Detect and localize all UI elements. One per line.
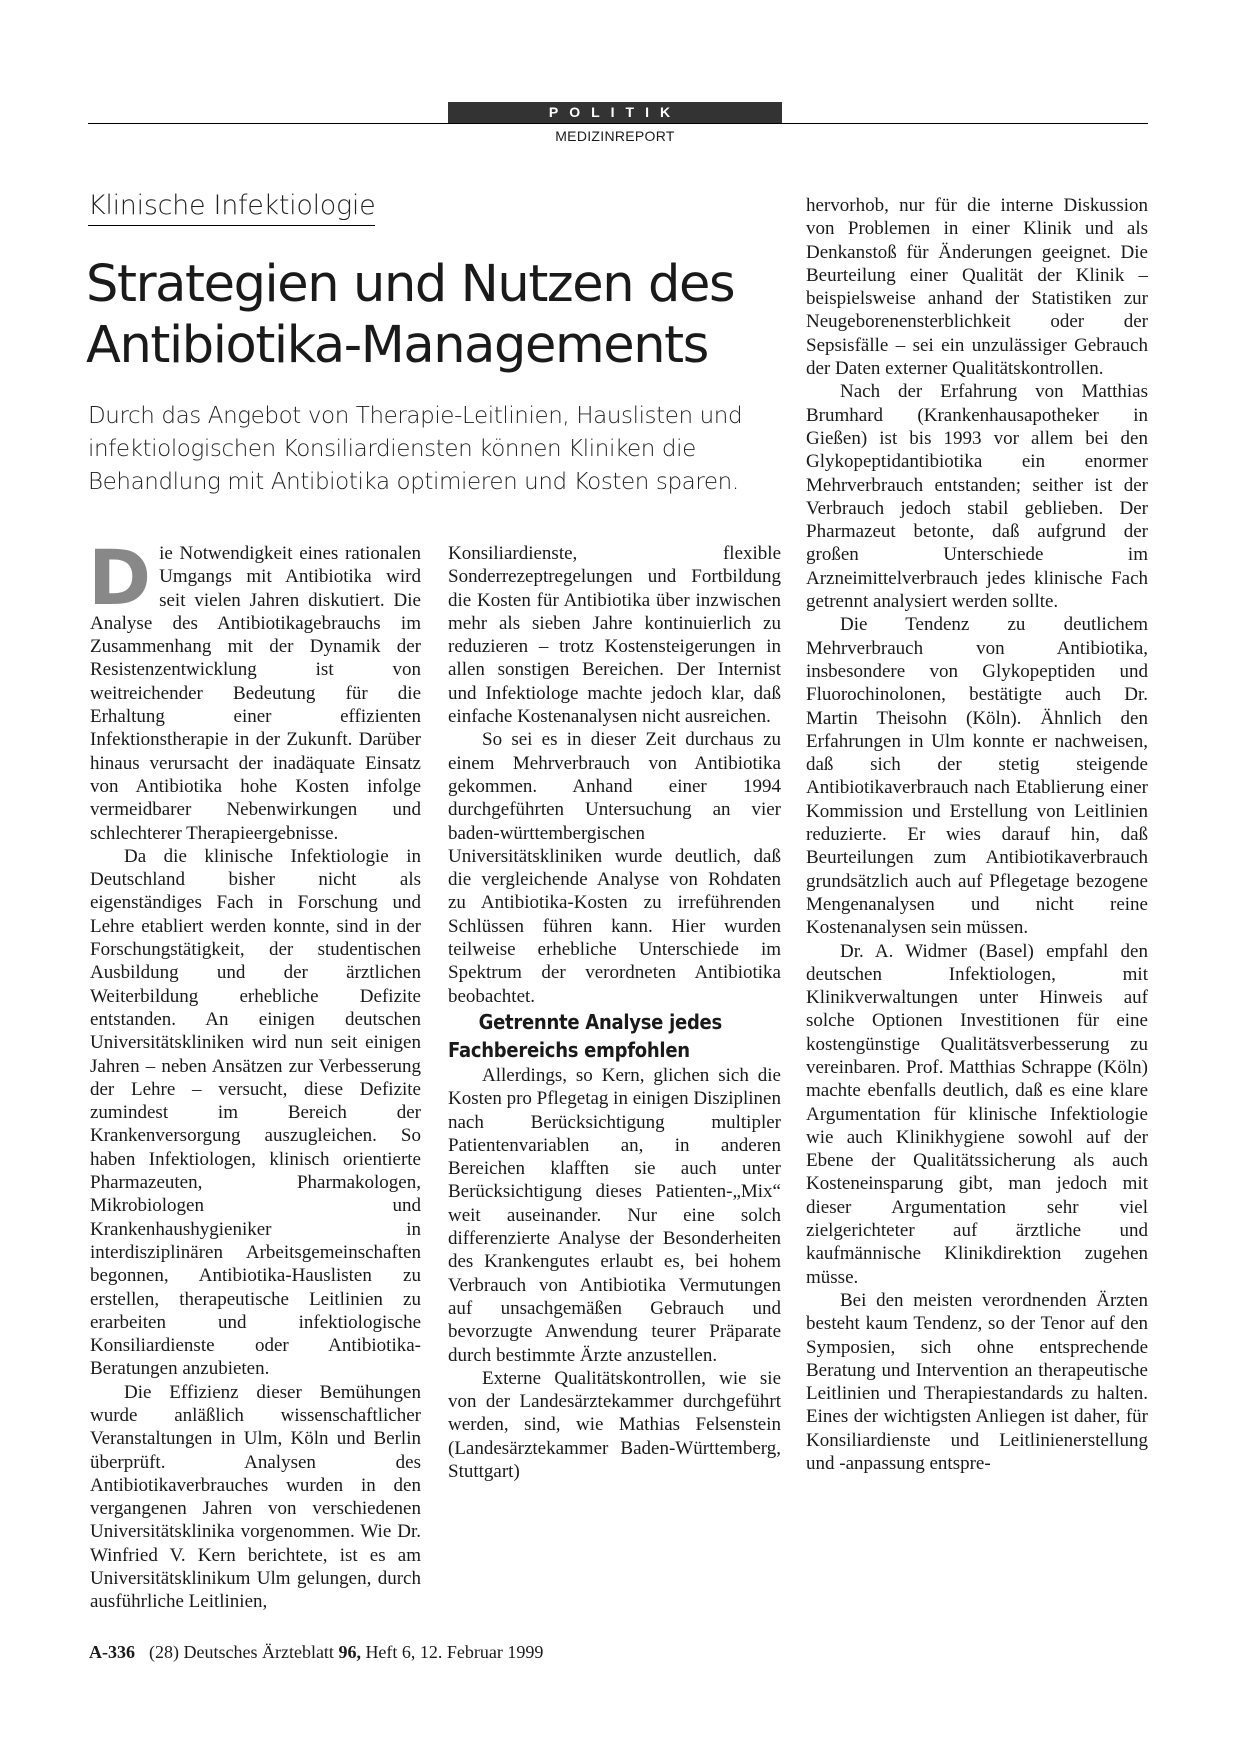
issue-date: Heft 6, 12. Februar 1999 (365, 1642, 544, 1662)
article-lead: Durch das Angebot von Therapie-Leitlinien, Hauslisten und infektiologischen Konsiliardiensten können Kliniken die Behandlung mit Antibiotika optimieren und Kosten sparen. (88, 403, 743, 495)
paragraph: Die Tendenz zu deutlichem Mehrverbrauch von Antibiotika, insbesondere von Glykopeptiden und Fluorochinolonen, bestätigte auch Dr. Martin Theisohn (Köln). Ähnlich den Erfahrungen in Ulm konnte er nachweisen, daß sich der stetig steigende Antibiotikaverbrauch nach Etablierung einer Kommission und Erstellung von Leitlinien reduzierte. Er wies darauf hin, daß Beurteilungen zum Antibiotikaverbrauch grundsätzlich auch auf Pflegetage bezogene Mengenanalysen und nicht reine Kostenanalysen sein müssen. (806, 614, 1148, 939)
page-number: A-336 (89, 1642, 135, 1662)
page-footer (89, 1642, 543, 1663)
paragraph-text: ie Notwendigkeit eines rationalen Umgangs mit Antibiotika wird seit vielen Jahren diskutiert. Die Analyse des Antibiotikagebrauchs im Zusammenhang mit der Dynamik der Resistenzentwicklung ist von weitreichender Bedeutung für die Erhaltung einer effizienten Infektionstherapie in der Zukunft. Darüber hinaus verursacht der inadäquate Einsatz von Antibiotika hohe Kosten infolge vermeidbarer Nebenwirkungen und schlechterer Therapieergebnisse. (90, 543, 421, 844)
text-column-2 (448, 542, 781, 1483)
paragraph: Externe Qualitätskontrollen, wie sie von der Landesärztekammer durchgeführt werden, sind, wie Mathias Felsenstein (Landesärztekammer Baden-Württemberg, Stuttgart) (448, 1367, 781, 1482)
paragraph: Konsiliardienste, flexible Sonderrezeptregelungen und Fortbildung die Kosten für Antibiotika über inzwischen mehr als sieben Jahre kontinuierlich zu reduzieren – trotz Kostensteigerungen in allen sonstigen Bereichen. Der Internist und Infektiologe machte jedoch klar, daß einfache Kostenanalysen nicht ausreichen. (448, 543, 781, 728)
header-rule (88, 123, 1148, 124)
paragraph: Nach der Erfahrung von Matthias Brumhard (Krankenhausapotheker in Gießen) ist bis 1993 vor allem bei den Glykopeptidantibiotika ein enormer Mehrverbrauch entstanden; seither ist der Verbrauch jedoch stabil geblieben. Der Pharmazeut betonte, daß aufgrund der großen Unterschiede im Arzneimittelverbrauch jedes klinische Fach getrennt analysiert werden sollte. (806, 381, 1148, 613)
paragraph: So sei es in dieser Zeit durchaus zu einem Mehrverbrauch von Antibiotika gekommen. Anhand einer 1994 durchgeführten Untersuchung an vier baden-württembergischen Universitätskliniken wurde deutlich, daß die vergleichende Analyse von Rohdaten zu Antibiotika-Kosten zu irreführenden Schlüssen führen kann. Hier wurden teilweise erhebliche Unterschiede im Spektrum der verordneten Antibiotika beobachtet. (448, 729, 781, 1007)
article-title (86, 254, 786, 376)
paragraph: Da die klinische Infektiologie in Deutschland bisher nicht als eigenständiges Fach in Forschung und Lehre etabliert werden konnte, sind in der Forschungstätigkeit, der studentischen Ausbildung und der ärztlichen Weiterbildung erhebliche Defizite entstanden. An einigen deutschen Universitätskliniken wird nun seit einigen Jahren – neben Ansätzen zur Verbesserung der Lehre – versucht, diese Defizite zumindest im Bereich der Krankenversorgung auszugleichen. So haben Infektiologen, klinisch orientierte Pharmazeuten, Pharmakologen, Mikrobiologen und Krankenhaushygieniker in interdisziplinären Arbeitsgemeinschaften begonnen, Antibiotika-Hauslisten zu erstellen, therapeutische Leitlinien zu erarbeiten und infektiologische Konsiliardienste oder Antibiotika-Beratungen anzubieten. (90, 845, 421, 1380)
section-subheading (448, 1008, 748, 1064)
article-title-line-1: Strategien und Nutzen des (86, 255, 735, 314)
subheading-line-1: Getrennte Analyse jedes (478, 1009, 722, 1034)
article-kicker: Klinische Infektiologie (88, 190, 375, 226)
text-column-3 (806, 194, 1148, 1475)
drop-cap: D (88, 533, 152, 622)
paragraph: Bei den meisten verordnenden Ärzten besteht kaum Tendenz, so der Tenor auf den Symposien, sich ohne entsprechende Beratung und Intervention an therapeutische Leitlinien und Therapiestandards zu halten. Eines der wichtigsten Anliegen ist daher, für Konsiliardienste und Leitlinienerstellung und -anpassung entspre- (806, 1289, 1148, 1475)
journal-citation: (28) Deutsches Ärzteblatt (149, 1642, 334, 1662)
paragraph: Allerdings, so Kern, glichen sich die Kosten pro Pflegetag in einigen Disziplinen nach Berücksichtigung multipler Patientenvariablen an, in anderen Bereichen klafften sie auch unter Berücksichtigung dieses Patienten-„Mix“ weit auseinander. Nur eine solch differenzierte Analyse der Besonderheiten des Krankengutes erlaubt es, bei hohem Verbrauch von Antibiotika Vermutungen auf unsachgemäßen Gebrauch und bevorzugte Anwendung teurer Präparate durch bestimmte Ärzte anzustellen. (448, 1064, 781, 1366)
article-title-line-2: Antibiotika-Managements (86, 316, 708, 375)
section-label: POLITIK (448, 102, 782, 123)
subsection-label: MEDIZINREPORT (555, 128, 675, 144)
paragraph: hervorhob, nur für die interne Diskussion von Problemen in einer Klinik und als Denkanstoß für Änderungen geeignet. Die Beurteilung einer Qualität der Klinik – beispielsweise anhand der Statistiken zur Neugeborenensterblichkeit oder der Sepsisfälle – sei ein unzulässiger Gebrauch der Daten externer Qualitätskontrollen. (806, 195, 1148, 380)
text-column-1 (88, 533, 421, 1614)
subheading-line-2: Fachbereichs empfohlen (448, 1037, 690, 1062)
volume-number: 96, (338, 1642, 361, 1662)
paragraph: Die Effizienz dieser Bemühungen wurde anläßlich wissenschaftlicher Veranstaltungen in Ulm, Köln und Berlin überprüft. Analysen des Antibiotikaverbrauches wurden in den vergangenen Jahren von verschiedenen Universitätsklinika vorgenommen. Wie Dr. Winfried V. Kern berichtete, ist es am Universitätsklinikum Ulm gelungen, durch ausführliche Leitlinien, (90, 1381, 421, 1613)
paragraph (88, 533, 421, 845)
paragraph: Dr. A. Widmer (Basel) empfahl den deutschen Infektiologen, mit Klinikverwaltungen unter Hinweis auf solche Optionen Investitionen für eine kostengünstige Qualitätsverbesserung zu vereinbaren. Prof. Matthias Schrappe (Köln) machte ebenfalls deutlich, daß es eine klare Argumentation für klinische Infektiologie wie auch Klinikhygiene sowohl auf der Ebene der Qualitätssicherung als auch Kosteneinsparung gibt, man jedoch mit dieser Argumentation sehr viel zielgerichteter auf ärztliche und kaufmännische Klinikdirektion zugehen müsse. (806, 940, 1148, 1288)
